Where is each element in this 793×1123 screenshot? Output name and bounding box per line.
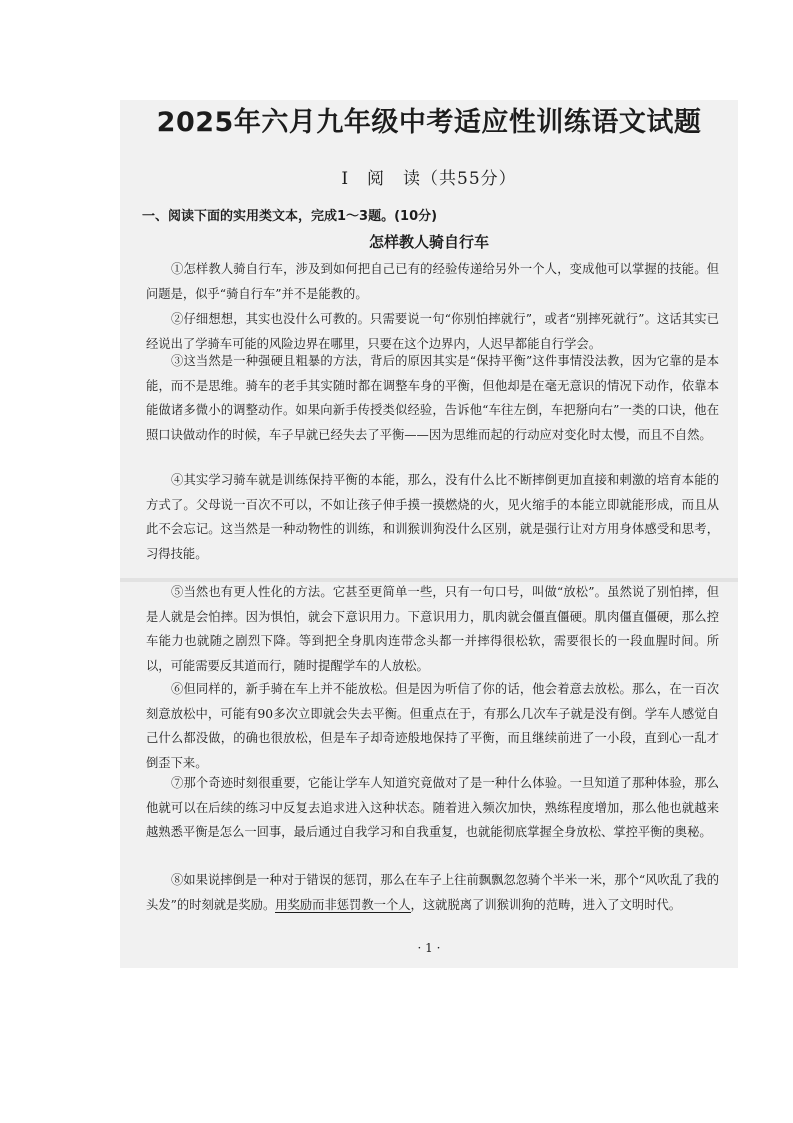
paragraph-1: ①怎样教人骑自行车，涉及到如何把自己已有的经验传递给另外一个人，变成他可以掌握的技能。但问题是，似乎“骑自行车”并不是能教的。: [146, 262, 719, 301]
paragraph-8: [146, 868, 719, 917]
exam-title: 2025年六月九年级中考适应性训练语文试题: [156, 107, 702, 138]
paragraph-7: ⑦那个奇迹时刻很重要，它能让学车人知道究竟做对了是一种什么体验。一旦知道了那种体验，那么他就可以在后续的练习中反复去追求进入这种状态。随着进入频次加快，熟练程度增加，那么他也就越来越熟悉平衡是怎么一回事，最后通过自我学习和自我重复，也就能彻底掌握全身放松、掌控平衡的奥秘。: [146, 776, 719, 840]
paragraph-2: ②仔细想想，其实也没什么可教的。只需要说一句“你别怕摔就行”，或者“别摔死就行”。这话其实已经说出了学骑车可能的风险边界在哪里，只要在这个边界内，人迟早都能自行学会。: [146, 312, 719, 351]
paragraph-4: ④其实学习骑车就是训练保持平衡的本能，那么，没有什么比不断摔倒更加直接和剌激的培育本能的方式了。父母说一百次不可以，不如让孩子伸手摸一摸燃烧的火，见火缩手的本能立即就能形成，而且从此不会忘记。这当然是一种动物性的训练，和训猴训狗没什么区别，就是强行让对方用身体感受和思考，习得技能。: [146, 473, 719, 561]
paragraph-3: ③这当然是一种强硬且粗暴的方法，背后的原因其实是“保持平衡”这件事情没法教，因为它靠的是本能，而不是思维。骑车的老手其实随时都在调整车身的平衡，但他却是在毫无意识的情况下动作，依靠本能做诸多微小的调整动作。如果向新手传授类似经验，告诉他“车往左倒，车把掰向右”一类的口诀，他在照口诀做动作的时候，车子早就已经失去了平衡——因为思维而起的行动应对变化时太慢，而且不自然。: [146, 354, 719, 442]
section-heading: Ⅰ 阅 读（共55分）: [341, 169, 517, 189]
paragraph-6: ⑥但同样的，新手骑在车上并不能放松。但是因为听信了你的话，他会着意去放松。那么，在一百次刻意放松中，可能有90多次立即就会失去平衡。但重点在于，有那么几次车子就是没有倒。学车人感觉自己什么都没做，的确也很放松，但是车子却奇迹般地保持了平衡，而且继续前进了一小段，直到心一乱才倒歪下来。: [146, 682, 719, 770]
underlined-sentence: 用奖励而非惩罚教一个人: [275, 897, 411, 912]
article-title: 怎样教人骑自行车: [368, 233, 489, 251]
paragraph-5: ⑤当然也有更人性化的方法。它甚至更简单一些，只有一句口号，叫做“放松”。虽然说了别怕摔，但是人就是会怕摔。因为惧怕，就会下意识用力。下意识用力，肌肉就会僵直僵硬。肌肉僵直僵硬，那么控车能力也就随之剧烈下降。等到把全身肌肉连带念头都一并摔得很松软，需要很长的一段血腥时间。所以，可能需要反其道而行，随时提醒学车的人放松。: [146, 585, 719, 673]
page-number: · 1 ·: [417, 941, 441, 955]
paragraph-8-text-after: ，这就脱离了训猴训狗的范畴，进入了文明时代。: [410, 897, 682, 912]
question-heading: 一、阅读下面的实用类文本，完成1～3题。(10分): [142, 209, 438, 224]
paragraph-8-text-before: ⑧如果说摔倒是一种对于错误的惩罚，那么在车子上往前飘飘忽忽骑个半米一米，那个“风吹乱了我的头发”的时刻就是奖励。: [146, 873, 719, 912]
